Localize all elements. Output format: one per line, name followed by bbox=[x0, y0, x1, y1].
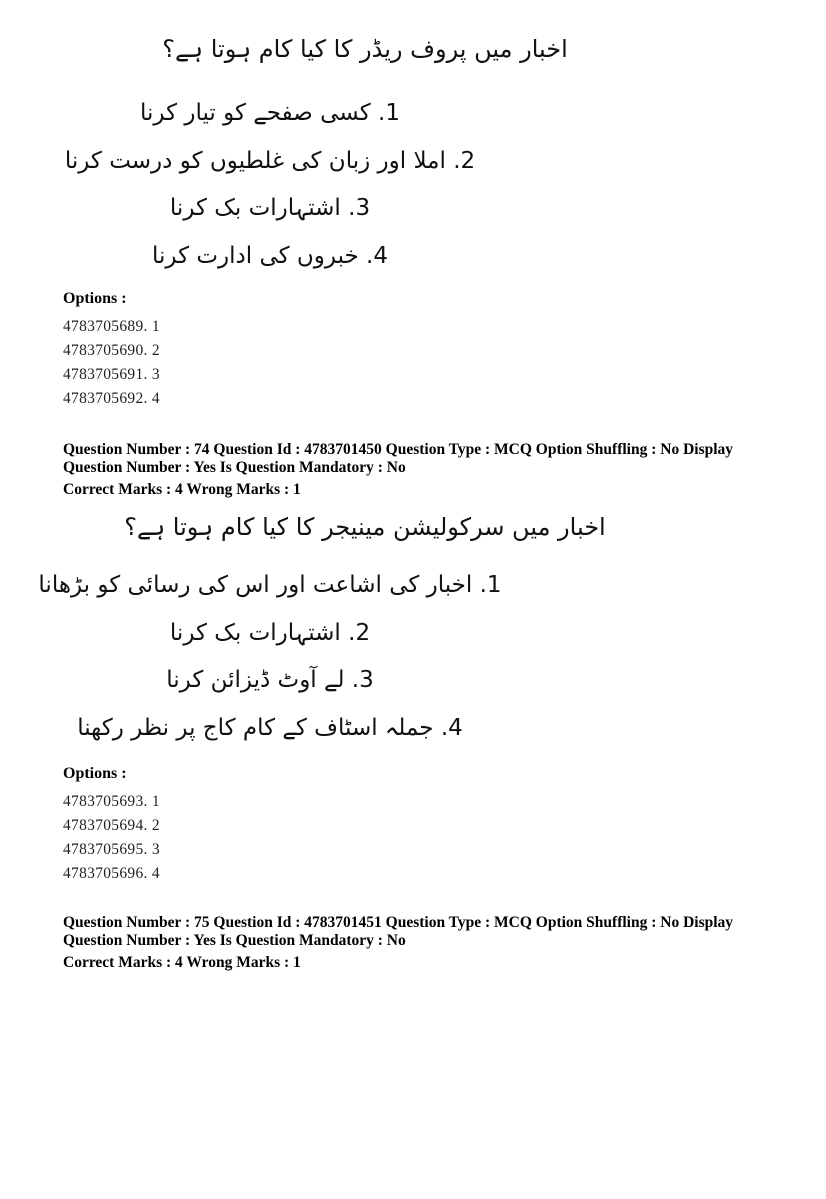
option-id-row bbox=[63, 315, 766, 339]
option-id-value: 1 bbox=[151, 318, 160, 336]
question-75-text bbox=[80, 508, 650, 546]
question-75-option-3 bbox=[0, 663, 540, 698]
option-number: 4. bbox=[440, 714, 463, 741]
question-74-option-3 bbox=[0, 191, 540, 226]
option-id: 4783705691. bbox=[63, 366, 148, 384]
meta-line-1: Question Number : 74 Question Id : 4783701450 Question Type : MCQ Option Shuffling : No Display bbox=[63, 441, 734, 459]
option-id-row bbox=[63, 814, 766, 838]
option-id-value: 2 bbox=[151, 817, 160, 835]
question-paper-page bbox=[0, 30, 826, 1199]
option-text: املا اور زبان کی غلطیوں کو درست کرنا bbox=[64, 147, 446, 174]
option-text: لے آوٹ ڈیزائن کرنا bbox=[166, 667, 345, 694]
question-75-marks: Correct Marks : 4 Wrong Marks : 1 bbox=[63, 954, 301, 972]
question-75-option-4 bbox=[0, 711, 540, 746]
option-number: 4. bbox=[366, 242, 388, 269]
question-74-urdu: اخبار میں پروف ریڈر کا کیا کام ہوتا ہے؟ bbox=[162, 35, 568, 63]
option-text: جملہ اسٹاف کے کام کاج پر نظر رکھنا bbox=[77, 714, 434, 741]
question-75-option-2 bbox=[0, 616, 540, 651]
option-text: اخبار کی اشاعت اور اس کی رسائی کو بڑھانا bbox=[38, 572, 473, 599]
meta-line-2: Question Number : Yes Is Question Mandatory : No bbox=[63, 458, 406, 476]
option-id: 4783705689. bbox=[63, 318, 148, 336]
meta-line-1: Question Number : 75 Question Id : 4783701451 Question Type : MCQ Option Shuffling : No Display bbox=[63, 914, 734, 932]
option-id-row bbox=[63, 838, 766, 862]
question-74-option-4 bbox=[0, 239, 540, 274]
option-number: 2. bbox=[453, 147, 476, 174]
question-75-option-1 bbox=[0, 568, 540, 603]
option-id: 4783705693. bbox=[63, 793, 148, 811]
option-id-row bbox=[63, 862, 766, 886]
question-74-option-1 bbox=[0, 96, 540, 131]
option-id-value: 1 bbox=[151, 793, 160, 811]
question-74-option-ids bbox=[63, 315, 766, 411]
option-number: 1. bbox=[479, 572, 502, 599]
option-id-value: 4 bbox=[151, 390, 160, 408]
option-id-value: 3 bbox=[151, 366, 160, 384]
option-id: 4783705694. bbox=[63, 817, 148, 835]
options-label: Options : bbox=[63, 290, 127, 308]
option-id-value: 2 bbox=[151, 342, 160, 360]
question-75-urdu: اخبار میں سرکولیشن مینیجر کا کیا کام ہوتا ہے؟ bbox=[124, 512, 606, 541]
option-number: 3. bbox=[348, 195, 371, 222]
option-text: خبروں کی ادارت کرنا bbox=[152, 242, 359, 269]
option-text: اشتہارات بک کرنا bbox=[169, 619, 341, 646]
option-id-row bbox=[63, 363, 766, 387]
question-74-option-2 bbox=[0, 144, 540, 179]
option-id: 4783705692. bbox=[63, 390, 148, 408]
question-75-option-ids bbox=[63, 790, 766, 886]
option-number: 2. bbox=[348, 619, 371, 646]
option-text: کسی صفحے کو تیار کرنا bbox=[140, 100, 371, 127]
option-id: 4783705695. bbox=[63, 841, 148, 859]
question-75-metadata bbox=[63, 914, 769, 949]
question-74-metadata bbox=[63, 441, 769, 476]
meta-line-2: Question Number : Yes Is Question Mandatory : No bbox=[63, 931, 406, 949]
question-74-options bbox=[0, 96, 540, 273]
option-id-row bbox=[63, 790, 766, 814]
option-id-value: 3 bbox=[151, 841, 160, 859]
option-number: 1. bbox=[378, 100, 400, 127]
option-id: 4783705696. bbox=[63, 865, 148, 883]
option-id-value: 4 bbox=[151, 865, 160, 883]
option-id-row bbox=[63, 339, 766, 363]
option-number: 3. bbox=[351, 667, 374, 694]
question-75-options bbox=[0, 568, 540, 745]
option-id: 4783705690. bbox=[63, 342, 148, 360]
option-id-row bbox=[63, 387, 766, 411]
question-74-text bbox=[80, 30, 650, 68]
options-label: Options : bbox=[63, 765, 127, 783]
option-text: اشتہارات بک کرنا bbox=[169, 195, 341, 222]
question-74-marks: Correct Marks : 4 Wrong Marks : 1 bbox=[63, 481, 301, 499]
